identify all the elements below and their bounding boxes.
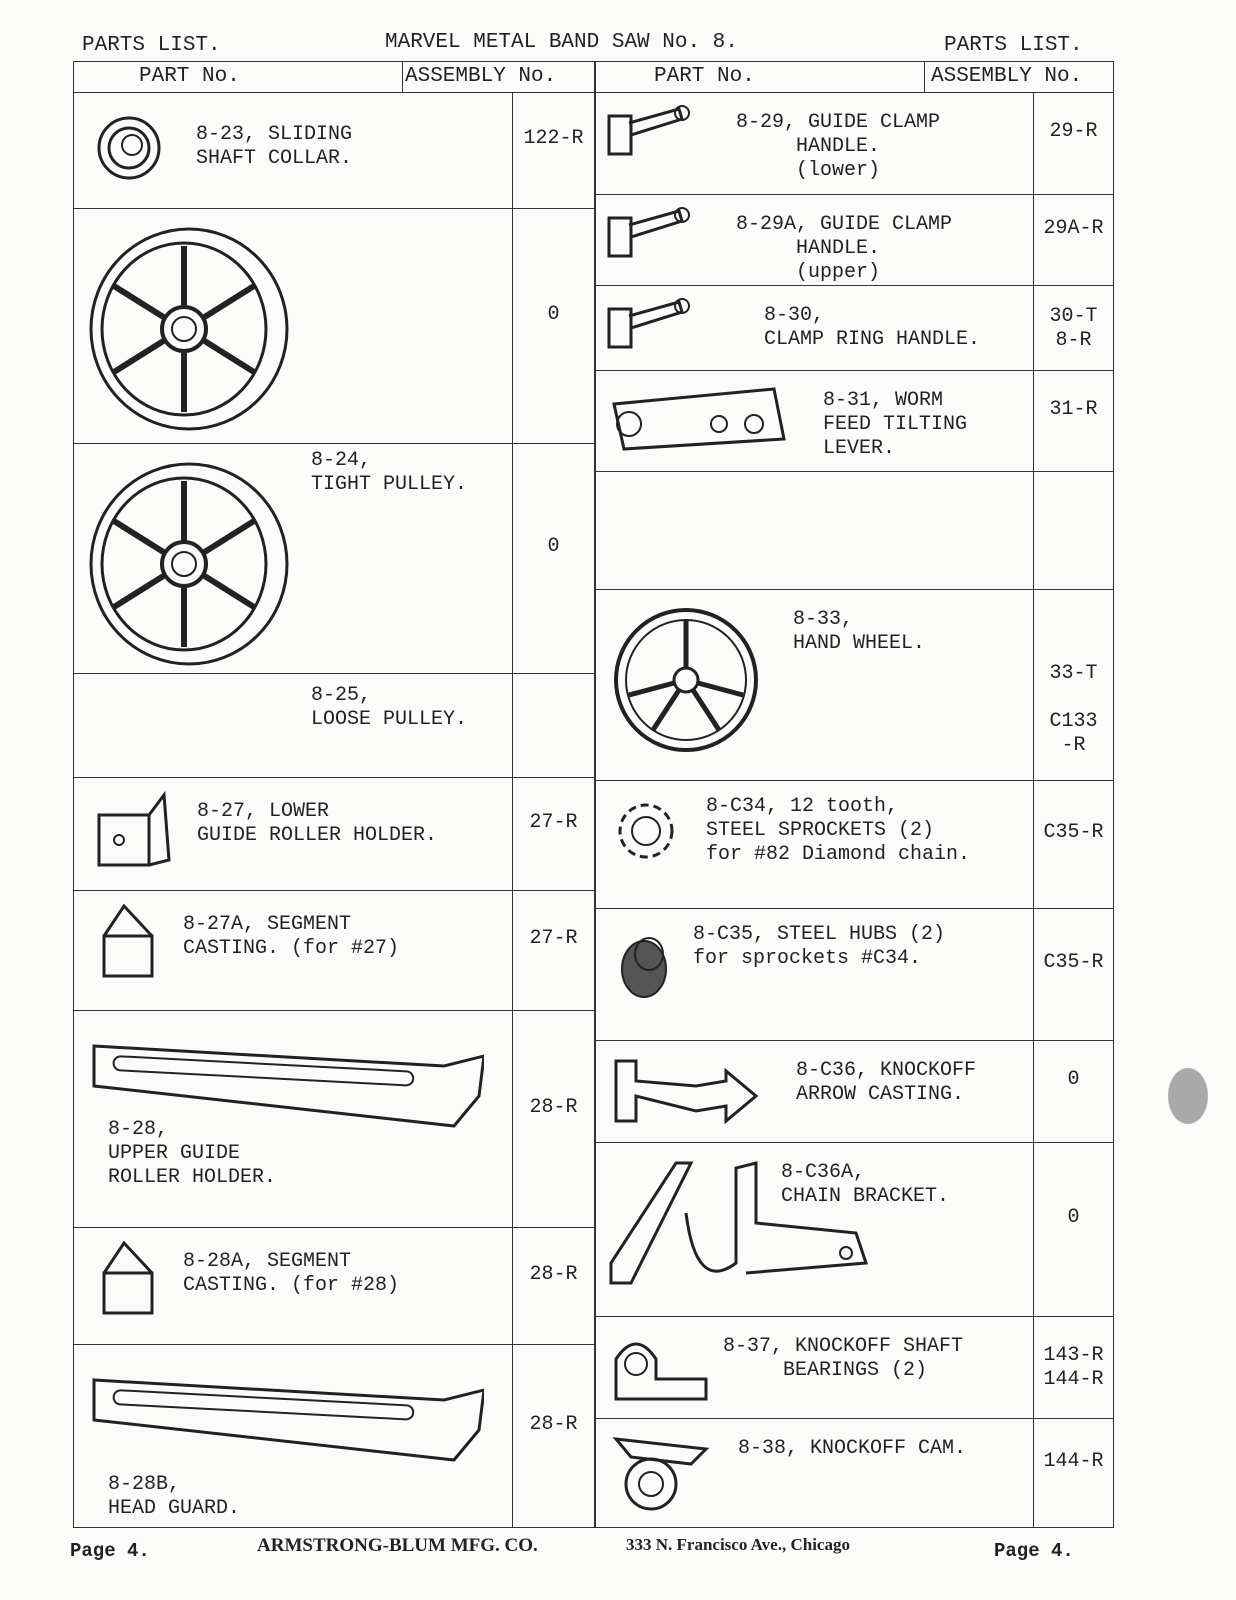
assembly-number: 27-R (529, 927, 578, 950)
left-part-cell (73, 673, 513, 778)
left-assembly-cell (512, 890, 595, 1011)
part-description: 8-C34, 12 tooth, STEEL SPROCKETS (2) for #82 Diamond chain. (706, 795, 971, 866)
assembly-no-label: ASSEMBLY No. (931, 65, 1083, 88)
lever-icon (604, 379, 794, 459)
bearing-icon (611, 1329, 711, 1409)
left-part-cell (73, 208, 513, 496)
left-part-cell (73, 92, 513, 209)
assembly-number: 144-R (1043, 1449, 1104, 1473)
right-part-cell (595, 1418, 1034, 1528)
part-no-label: PART No. (654, 65, 755, 88)
part-description: 8-29A, GUIDE CLAMP HANDLE. (upper) (736, 213, 953, 284)
hub-icon (614, 929, 674, 1004)
left-assembly-header (402, 61, 595, 93)
handle-icon (604, 294, 694, 354)
pulley-icon (84, 459, 294, 674)
part-description: 8-28A, SEGMENT CASTING. (for #28) (183, 1250, 400, 1297)
right-part-cell (595, 194, 1034, 286)
right-part-cell (595, 1316, 1034, 1419)
part-description: 8-38, KNOCKOFF CAM. (738, 1437, 967, 1460)
assembly-number: 0 (1067, 1068, 1080, 1091)
part-description: 8-37, KNOCKOFF SHAFT BEARINGS (2) (723, 1335, 964, 1382)
left-part-cell (73, 777, 513, 891)
right-part-cell (595, 92, 1034, 195)
left-part-cell (73, 1227, 513, 1345)
right-assembly-cell (1033, 589, 1114, 781)
handle-icon (604, 101, 694, 161)
assembly-number: 0 (547, 302, 560, 326)
part-description: 8-25, LOOSE PULLEY. (311, 684, 468, 731)
right-assembly-cell (1033, 285, 1114, 371)
right-part-cell (595, 1142, 1034, 1317)
part-description: 8-24, TIGHT PULLEY. (311, 449, 468, 496)
right-assembly-cell (1033, 1142, 1114, 1317)
right-part-cell (595, 285, 1034, 371)
right-assembly-cell (1033, 1418, 1114, 1528)
left-part-cell (73, 1344, 513, 1528)
left-assembly-cell (512, 777, 595, 891)
header-left: PARTS LIST. (82, 34, 221, 57)
page-title: MARVEL METAL BAND SAW No. 8. (385, 31, 738, 54)
left-part-cell (73, 890, 513, 1011)
footer-company: ARMSTRONG-BLUM MFG. CO. (257, 1535, 538, 1556)
left-assembly-cell (512, 1227, 595, 1345)
assembly-number: 31-R (1049, 397, 1098, 421)
wheel-icon (611, 605, 761, 760)
right-part-cell (595, 780, 1034, 909)
footer-page-right: Page 4. (994, 1540, 1074, 1562)
left-part-header (73, 61, 403, 93)
collar-icon (94, 113, 164, 188)
right-assembly-cell (1033, 194, 1114, 286)
footer-address: 333 N. Francisco Ave., Chicago (626, 1535, 850, 1554)
assembly-number: 33-T C133 -R (1049, 661, 1098, 757)
part-description: 8-28, UPPER GUIDE ROLLER HOLDER. (108, 1118, 277, 1189)
part-description: 8-33, HAND WHEEL. (793, 608, 926, 655)
left-assembly-cell (512, 443, 595, 674)
part-description: 8-31, WORM FEED TILTING LEVER. (823, 389, 968, 460)
left-assembly-cell (512, 1344, 595, 1528)
right-assembly-cell (1033, 1040, 1114, 1143)
part-description: 8-30, CLAMP RING HANDLE. (764, 304, 981, 351)
assembly-number: 29A-R (1043, 216, 1104, 240)
assembly-no-label: ASSEMBLY No. (405, 65, 557, 88)
right-assembly-cell (1033, 92, 1114, 195)
assembly-number: 28-R (529, 1412, 578, 1436)
segment-icon (99, 901, 159, 986)
part-description: 8-23, SLIDING SHAFT COLLAR. (196, 123, 353, 170)
assembly-number: C35-R (1043, 821, 1104, 844)
segment-icon (99, 1238, 159, 1323)
left-assembly-cell (512, 208, 595, 444)
cam-icon (611, 1429, 711, 1519)
right-assembly-header (924, 61, 1114, 93)
left-part-cell (73, 443, 513, 731)
holder-icon (94, 790, 174, 875)
right-assembly-cell (1033, 370, 1114, 472)
binder-hole (1168, 1068, 1208, 1124)
assembly-number: 30-T 8-R (1049, 304, 1098, 352)
footer-page-left: Page 4. (70, 1540, 150, 1562)
assembly-number: 27-R (529, 810, 578, 834)
right-part-cell (595, 471, 1034, 590)
assembly-number: 0 (1067, 1206, 1080, 1229)
assembly-number: 28-R (529, 1095, 578, 1119)
arrow-icon (606, 1051, 776, 1136)
assembly-number: 28-R (529, 1262, 578, 1286)
header-right: PARTS LIST. (944, 34, 1083, 57)
right-assembly-cell (1033, 1316, 1114, 1419)
right-part-cell (595, 908, 1034, 1041)
pulley-icon (84, 224, 294, 439)
left-assembly-cell (512, 1010, 595, 1228)
left-part-cell (73, 1010, 513, 1228)
right-assembly-cell (1033, 908, 1114, 1041)
bar-icon (84, 1360, 484, 1475)
part-description: 8-29, GUIDE CLAMP HANDLE. (lower) (736, 111, 941, 182)
right-part-cell (595, 589, 1034, 781)
assembly-number: C35-R (1043, 951, 1104, 974)
sprocket-icon (611, 796, 681, 871)
part-description: 8-27A, SEGMENT CASTING. (for #27) (183, 913, 400, 960)
right-assembly-cell (1033, 471, 1114, 590)
part-description: 8-C36A, CHAIN BRACKET. (781, 1161, 950, 1208)
right-part-header (595, 61, 925, 93)
part-description: 8-27, LOWER GUIDE ROLLER HOLDER. (197, 800, 438, 847)
part-description: 8-28B, HEAD GUARD. (108, 1473, 241, 1520)
assembly-number: 122-R (523, 127, 584, 150)
handle-icon (604, 203, 694, 263)
part-description: 8-C35, STEEL HUBS (2) for sprockets #C34. (693, 923, 946, 970)
assembly-number: 0 (547, 535, 560, 558)
part-no-label: PART No. (139, 65, 240, 88)
assembly-number: 29-R (1049, 120, 1098, 143)
left-assembly-cell (512, 92, 595, 209)
right-part-cell (595, 370, 1034, 472)
left-assembly-cell (512, 673, 595, 778)
right-assembly-cell (1033, 780, 1114, 909)
assembly-number: 143-R 144-R (1043, 1344, 1104, 1391)
right-part-cell (595, 1040, 1034, 1143)
part-description: 8-C36, KNOCKOFF ARROW CASTING. (796, 1059, 977, 1106)
